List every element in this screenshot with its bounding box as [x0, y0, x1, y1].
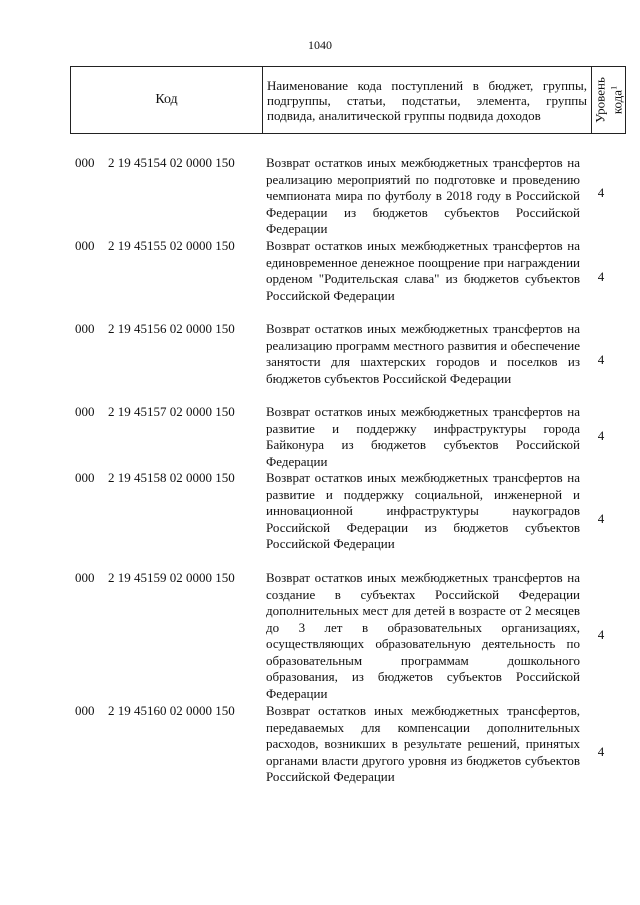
row-code: 2 19 45158 02 0000 150 — [108, 470, 235, 485]
row-code: 2 19 45156 02 0000 150 — [108, 321, 235, 336]
row-level: 4 — [597, 627, 605, 642]
row-prefix: 000 — [75, 470, 95, 485]
row-level: 4 — [597, 185, 605, 200]
row-name: Возврат остатков иных межбюджетных трансфертов на создание в субъектах Российской Федерации дополнительных мест для детей в возрасте от 2 месяцев до 3 лет в образовательных организациях, осуществляющих образовательную деятельность по образовательным программам дошкольного образования, из бюджетов субъектов Российской Федерации — [266, 570, 580, 701]
row-level: 4 — [597, 511, 605, 526]
row-name: Возврат остатков иных межбюджетных трансфертов, передаваемых для компенсации дополнительных расходов, возникших в результате решений, принятых органами власти другого уровня из бюджетов субъектов Российской Федерации — [266, 703, 580, 784]
level-header-line2: кода — [609, 89, 625, 115]
row-prefix: 000 — [75, 238, 95, 253]
table-header — [70, 66, 626, 134]
row-name: Возврат остатков иных межбюджетных трансфертов на развитие и поддержку инфраструктуры города Байконура из бюджетов субъектов Российской Федерации — [266, 404, 580, 469]
row-code: 2 19 45159 02 0000 150 — [108, 570, 235, 585]
row-prefix: 000 — [75, 155, 95, 170]
name-column-header: Наименование кода поступлений в бюджет, группы, подгруппы, статьи, подстатьи, элемента, группы подвида, аналитической группы подвида доходов — [263, 67, 592, 134]
row-code: 2 19 45160 02 0000 150 — [108, 703, 235, 718]
page-number: 1040 — [308, 38, 332, 52]
row-level: 4 — [597, 269, 605, 284]
row-prefix: 000 — [75, 703, 95, 718]
level-header-line1: Уровень — [591, 77, 607, 123]
code-column-header: Код — [71, 67, 263, 134]
level-column-header — [592, 67, 626, 134]
row-code: 2 19 45155 02 0000 150 — [108, 238, 235, 253]
row-level: 4 — [597, 428, 605, 443]
row-level: 4 — [597, 744, 605, 759]
row-name: Возврат остатков иных межбюджетных трансфертов на единовременное денежное поощрение при награждении орденом "Родительская слава" из бюджетов субъектов Российской Федерации — [266, 238, 580, 303]
level-footnote-mark: 1 — [608, 85, 618, 90]
row-code: 2 19 45157 02 0000 150 — [108, 404, 235, 419]
row-level: 4 — [597, 352, 605, 367]
row-name: Возврат остатков иных межбюджетных трансфертов на реализацию программ местного развития и обеспечение занятости для шахтерских городов и поселков из бюджетов субъектов Российской Федерации — [266, 321, 580, 386]
row-name: Возврат остатков иных межбюджетных трансфертов на реализацию мероприятий по подготовке и проведению чемпионата мира по футболу в 2018 году в Российской Федерации из бюджетов субъектов Российской Федерации — [266, 155, 580, 236]
row-prefix: 000 — [75, 404, 95, 419]
row-prefix: 000 — [75, 321, 95, 336]
row-code: 2 19 45154 02 0000 150 — [108, 155, 235, 170]
row-prefix: 000 — [75, 570, 95, 585]
row-name: Возврат остатков иных межбюджетных трансфертов на развитие и поддержку социальной, инженерной и инновационной инфраструктуры наукоградов Российской Федерации из бюджетов субъектов Российской Федерации — [266, 470, 580, 551]
